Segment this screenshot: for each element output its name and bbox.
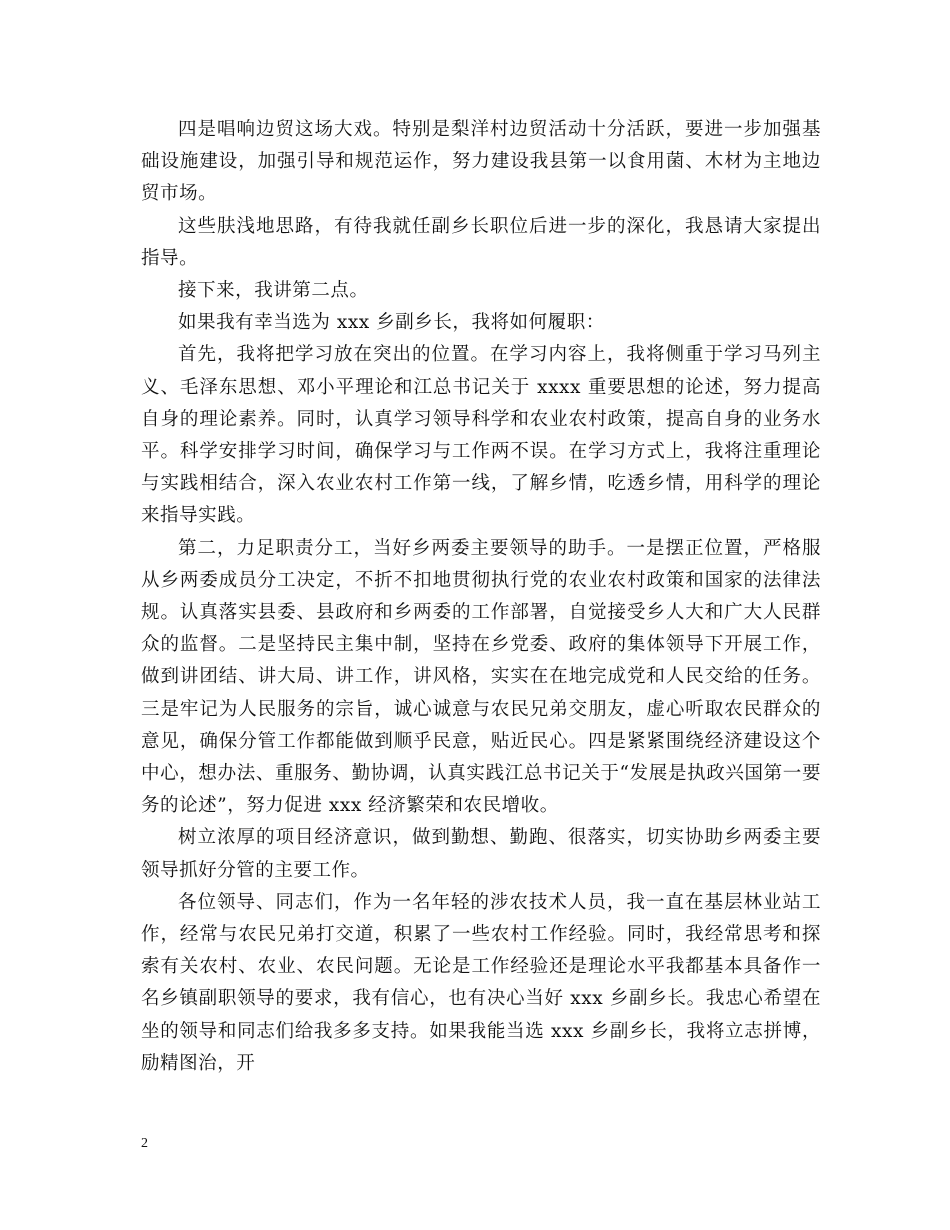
- paragraph-closing: 各位领导、同志们，作为一名年轻的涉农技术人员，我一直在基层林业站工作，经常与农民兄弟打交道，积累了一些农村工作经验。同时，我经常思考和探索有关农村、农业、农民问题。无论是工作经验还是理论水平我都基本具备作一名乡镇副职领导的要求，我有信心，也有决心当好 xxx 乡副乡长。我忠心希望在坐的领导和同志们给我多多支持。如果我能当选 xxx 乡副乡长，我将立志拼博，励精图治，开: [141, 891, 821, 1074]
- paragraph-duties: 第二，力足职责分工，当好乡两委主要领导的助手。一是摆正位置，严格服从乡两委成员分工决定，不折不扣地贯彻执行党的农业农村政策和国家的法律法规。认真落实县委、县政府和乡两委的工作部署，自觉接受乡人大和广大人民群众的监督。二是坚持民主集中制，坚持在乡党委、政府的集体领导下开展工作，做到讲团结、讲大局、讲工作，讲风格，实实在在地完成党和人民交给的任务。三是牢记为人民服务的宗旨，诚心诚意与农民兄弟交朋友，虚心听取农民群众的意见，确保分管工作都能做到顺乎民意，贴近民心。四是紧紧围绕经济建设这个中心，想办法、重服务、勤协调，认真实践江总书记关于“发展是执政兴国第一要务的论述”，努力促进 xxx 经济繁荣和农民增收。: [141, 537, 821, 817]
- paragraph-study-first: 首先，我将把学习放在突出的位置。在学习内容上，我将侧重于学习马列主义、毛泽东思想、邓小平理论和江总书记关于 xxxx 重要思想的论述，努力提高自身的理论素养。同时，认真学习领导科学和农业农村政策，提高自身的业务水平。科学安排学习时间，确保学习与工作两不误。在学习方式上，我将注重理论与实践相结合，深入农业农村工作第一线，了解乡情，吃透乡情，用科学的理论来指导实践。: [141, 344, 821, 527]
- document-body: [141, 114, 821, 1080]
- paragraph-second-point: 接下来，我讲第二点。: [178, 280, 369, 302]
- paragraph-how-to-perform: 如果我有幸当选为 xxx 乡副乡长，我将如何履职：: [178, 312, 605, 334]
- paragraph-project-economy: 树立浓厚的项目经济意识，做到勤想、勤跑、很落实，切实协助乡两委主要领导抓好分管的主要工作。: [141, 827, 821, 881]
- paragraph-border-trade: 四是唱响边贸这场大戏。特别是梨洋村边贸活动十分活跃，要进一步加强基础设施建设，加强引导和规范运作，努力建设我县第一以食用菌、木材为主地边贸市场。: [141, 119, 821, 205]
- page-number: 2: [141, 1136, 148, 1151]
- paragraph-request-guidance: 这些肤浅地思路，有待我就任副乡长职位后进一步的深化，我恳请大家提出指导。: [141, 215, 821, 269]
